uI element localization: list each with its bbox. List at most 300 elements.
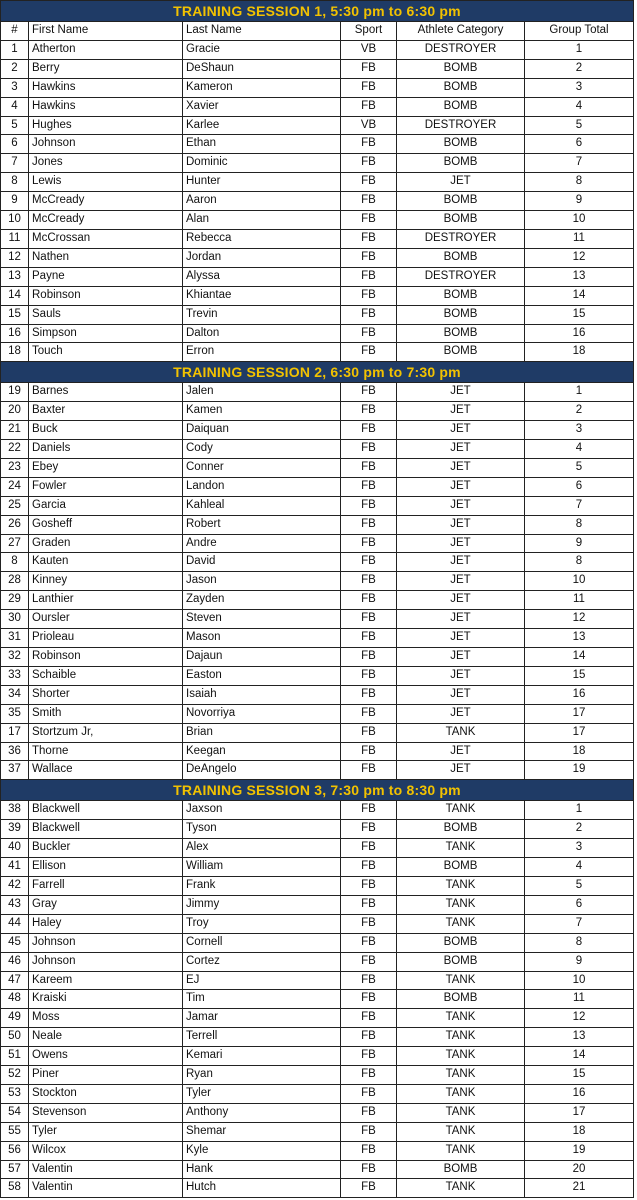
last-name-cell: Dajaun [183,648,341,667]
group-total-cell: 12 [525,610,634,629]
athlete-category-cell: JET [397,610,525,629]
table-row [1,1179,634,1198]
row-number-cell: 7 [1,154,29,173]
athlete-category-cell: BOMB [397,97,525,116]
row-number-cell: 46 [1,952,29,971]
sport-cell: FB [341,1103,397,1122]
row-number-cell: 31 [1,629,29,648]
sport-cell: FB [341,876,397,895]
table-row [1,97,634,116]
athlete-category-cell: JET [397,572,525,591]
table-row [1,704,634,723]
sport-cell: FB [341,286,397,305]
athlete-category-cell: BOMB [397,78,525,97]
group-total-cell: 17 [525,704,634,723]
group-total-cell: 5 [525,876,634,895]
athlete-category-cell: JET [397,629,525,648]
athlete-category-cell: TANK [397,801,525,820]
last-name-cell: Steven [183,610,341,629]
session-title: TRAINING SESSION 2, 6:30 pm to 7:30 pm [1,362,634,383]
table-row [1,402,634,421]
row-number-cell: 17 [1,723,29,742]
last-name-cell: Hank [183,1160,341,1179]
sport-cell: FB [341,534,397,553]
last-name-cell: Brian [183,723,341,742]
athlete-category-cell: DESTROYER [397,267,525,286]
table-row [1,895,634,914]
last-name-cell: Keegan [183,742,341,761]
row-number-cell: 54 [1,1103,29,1122]
sport-cell: FB [341,496,397,515]
first-name-cell: Gray [29,895,183,914]
group-total-cell: 15 [525,305,634,324]
table-row [1,135,634,154]
first-name-cell: Buckler [29,839,183,858]
athlete-category-cell: TANK [397,914,525,933]
first-name-cell: Wilcox [29,1141,183,1160]
row-number-cell: 25 [1,496,29,515]
table-row [1,173,634,192]
table-row [1,343,634,362]
group-total-cell: 8 [525,933,634,952]
athlete-category-cell: TANK [397,1103,525,1122]
last-name-cell: Novorriya [183,704,341,723]
first-name-cell: Stockton [29,1084,183,1103]
row-number-cell: 57 [1,1160,29,1179]
athlete-category-cell: JET [397,666,525,685]
row-number-cell: 50 [1,1028,29,1047]
first-name-cell: McCready [29,211,183,230]
first-name-cell: Thorne [29,742,183,761]
group-total-cell: 10 [525,211,634,230]
table-row [1,1122,634,1141]
first-name-cell: Barnes [29,383,183,402]
table-row [1,59,634,78]
row-number-cell: 16 [1,324,29,343]
table-row [1,1141,634,1160]
column-header-group-total: Group Total [525,22,634,41]
row-number-cell: 9 [1,192,29,211]
first-name-cell: Robinson [29,286,183,305]
first-name-cell: Touch [29,343,183,362]
group-total-cell: 8 [525,515,634,534]
sport-cell: FB [341,629,397,648]
sport-cell: FB [341,440,397,459]
athlete-category-cell: BOMB [397,305,525,324]
athlete-category-cell: JET [397,648,525,667]
sport-cell: FB [341,990,397,1009]
session-title: TRAINING SESSION 3, 7:30 pm to 8:30 pm [1,780,634,801]
sport-cell: FB [341,229,397,248]
sport-cell: FB [341,858,397,877]
sport-cell: FB [341,572,397,591]
first-name-cell: Jones [29,154,183,173]
first-name-cell: Ebey [29,458,183,477]
group-total-cell: 16 [525,685,634,704]
athlete-category-cell: BOMB [397,286,525,305]
first-name-cell: Johnson [29,933,183,952]
group-total-cell: 15 [525,1066,634,1085]
sport-cell: VB [341,116,397,135]
row-number-cell: 1 [1,40,29,59]
athlete-category-cell: TANK [397,1047,525,1066]
sport-cell: FB [341,458,397,477]
table-row [1,990,634,1009]
athlete-category-cell: BOMB [397,59,525,78]
athlete-category-cell: TANK [397,839,525,858]
table-row [1,723,634,742]
athlete-category-cell: BOMB [397,248,525,267]
table-row [1,534,634,553]
first-name-cell: Smith [29,704,183,723]
group-total-cell: 9 [525,192,634,211]
last-name-cell: Ethan [183,135,341,154]
group-total-cell: 8 [525,173,634,192]
group-total-cell: 13 [525,267,634,286]
sport-cell: FB [341,1141,397,1160]
athlete-category-cell: BOMB [397,135,525,154]
athlete-category-cell: BOMB [397,952,525,971]
last-name-cell: Frank [183,876,341,895]
group-total-cell: 21 [525,1179,634,1198]
row-number-cell: 40 [1,839,29,858]
first-name-cell: Berry [29,59,183,78]
athlete-category-cell: JET [397,383,525,402]
table-row [1,801,634,820]
last-name-cell: Cody [183,440,341,459]
group-total-cell: 13 [525,629,634,648]
row-number-cell: 42 [1,876,29,895]
athlete-category-cell: JET [397,515,525,534]
group-total-cell: 2 [525,402,634,421]
table-row [1,1009,634,1028]
first-name-cell: Valentin [29,1179,183,1198]
first-name-cell: Graden [29,534,183,553]
last-name-cell: Trevin [183,305,341,324]
last-name-cell: Khiantae [183,286,341,305]
athlete-category-cell: JET [397,440,525,459]
sport-cell: FB [341,914,397,933]
group-total-cell: 2 [525,59,634,78]
athlete-category-cell: BOMB [397,858,525,877]
last-name-cell: Ryan [183,1066,341,1085]
row-number-cell: 11 [1,229,29,248]
table-row [1,305,634,324]
sport-cell: FB [341,1047,397,1066]
last-name-cell: Tyson [183,820,341,839]
table-row [1,116,634,135]
table-row [1,1103,634,1122]
first-name-cell: Atherton [29,40,183,59]
sport-cell: FB [341,248,397,267]
last-name-cell: Karlee [183,116,341,135]
table-row [1,648,634,667]
table-row [1,211,634,230]
athlete-category-cell: BOMB [397,820,525,839]
table-row [1,496,634,515]
last-name-cell: Rebecca [183,229,341,248]
row-number-cell: 2 [1,59,29,78]
athlete-category-cell: TANK [397,1122,525,1141]
athlete-category-cell: JET [397,173,525,192]
first-name-cell: Fowler [29,477,183,496]
row-number-cell: 20 [1,402,29,421]
first-name-cell: Gosheff [29,515,183,534]
last-name-cell: Kemari [183,1047,341,1066]
row-number-cell: 32 [1,648,29,667]
first-name-cell: Kareem [29,971,183,990]
athlete-category-cell: JET [397,458,525,477]
table-row [1,78,634,97]
sport-cell: FB [341,78,397,97]
row-number-cell: 18 [1,343,29,362]
group-total-cell: 19 [525,1141,634,1160]
sport-cell: FB [341,135,397,154]
sport-cell: FB [341,761,397,780]
first-name-cell: Buck [29,421,183,440]
table-row [1,477,634,496]
group-total-cell: 8 [525,553,634,572]
last-name-cell: Landon [183,477,341,496]
row-number-cell: 45 [1,933,29,952]
group-total-cell: 9 [525,952,634,971]
session-title: TRAINING SESSION 1, 5:30 pm to 6:30 pm [1,1,634,22]
column-header-first-name: First Name [29,22,183,41]
row-number-cell: 44 [1,914,29,933]
athlete-category-cell: JET [397,704,525,723]
first-name-cell: Johnson [29,135,183,154]
last-name-cell: William [183,858,341,877]
group-total-cell: 15 [525,666,634,685]
group-total-cell: 7 [525,154,634,173]
sport-cell: FB [341,154,397,173]
table-row [1,248,634,267]
sport-cell: FB [341,971,397,990]
table-row [1,324,634,343]
last-name-cell: Tim [183,990,341,1009]
table-row [1,1160,634,1179]
session-header [1,1,634,22]
sport-cell: FB [341,591,397,610]
table-row [1,192,634,211]
athlete-category-cell: BOMB [397,192,525,211]
first-name-cell: Neale [29,1028,183,1047]
group-total-cell: 14 [525,286,634,305]
session-header [1,780,634,801]
last-name-cell: Anthony [183,1103,341,1122]
column-header-sport: Sport [341,22,397,41]
sport-cell: FB [341,723,397,742]
sport-cell: FB [341,192,397,211]
athlete-category-cell: DESTROYER [397,40,525,59]
row-number-cell: 56 [1,1141,29,1160]
table-row [1,914,634,933]
first-name-cell: Shorter [29,685,183,704]
row-number-cell: 8 [1,173,29,192]
row-number-cell: 19 [1,383,29,402]
row-number-cell: 39 [1,820,29,839]
table-row [1,1047,634,1066]
first-name-cell: Nathen [29,248,183,267]
last-name-cell: Cornell [183,933,341,952]
group-total-cell: 3 [525,839,634,858]
last-name-cell: Jalen [183,383,341,402]
row-number-cell: 6 [1,135,29,154]
row-number-cell: 27 [1,534,29,553]
row-number-cell: 12 [1,248,29,267]
sport-cell: FB [341,211,397,230]
athlete-category-cell: TANK [397,971,525,990]
first-name-cell: Valentin [29,1160,183,1179]
first-name-cell: Robinson [29,648,183,667]
row-number-cell: 8 [1,553,29,572]
athlete-category-cell: TANK [397,1084,525,1103]
first-name-cell: Johnson [29,952,183,971]
row-number-cell: 10 [1,211,29,230]
table-row [1,971,634,990]
row-number-cell: 30 [1,610,29,629]
sport-cell: FB [341,173,397,192]
first-name-cell: Daniels [29,440,183,459]
last-name-cell: Daiquan [183,421,341,440]
sport-cell: FB [341,421,397,440]
athlete-category-cell: TANK [397,876,525,895]
first-name-cell: Sauls [29,305,183,324]
table-row [1,820,634,839]
last-name-cell: Aaron [183,192,341,211]
first-name-cell: Hughes [29,116,183,135]
row-number-cell: 15 [1,305,29,324]
table-row [1,440,634,459]
row-number-cell: 21 [1,421,29,440]
column-header-row [1,22,634,41]
first-name-cell: Kinney [29,572,183,591]
last-name-cell: Conner [183,458,341,477]
table-row [1,761,634,780]
last-name-cell: Terrell [183,1028,341,1047]
sport-cell: FB [341,685,397,704]
sport-cell: FB [341,1009,397,1028]
last-name-cell: Xavier [183,97,341,116]
row-number-cell: 29 [1,591,29,610]
last-name-cell: Tyler [183,1084,341,1103]
athlete-category-cell: JET [397,421,525,440]
sport-cell: FB [341,1160,397,1179]
group-total-cell: 7 [525,914,634,933]
table-row [1,383,634,402]
group-total-cell: 12 [525,248,634,267]
row-number-cell: 58 [1,1179,29,1198]
group-total-cell: 17 [525,1103,634,1122]
sport-cell: FB [341,704,397,723]
sport-cell: FB [341,801,397,820]
row-number-cell: 41 [1,858,29,877]
group-total-cell: 13 [525,1028,634,1047]
roster-body [1,1,634,1198]
group-total-cell: 18 [525,1122,634,1141]
sport-cell: FB [341,895,397,914]
table-row [1,952,634,971]
athlete-category-cell: BOMB [397,324,525,343]
athlete-category-cell: TANK [397,1009,525,1028]
group-total-cell: 4 [525,858,634,877]
first-name-cell: Baxter [29,402,183,421]
sport-cell: FB [341,553,397,572]
table-row [1,1028,634,1047]
first-name-cell: Lewis [29,173,183,192]
group-total-cell: 4 [525,97,634,116]
last-name-cell: Cortez [183,952,341,971]
last-name-cell: Dominic [183,154,341,173]
first-name-cell: Wallace [29,761,183,780]
sport-cell: FB [341,742,397,761]
sport-cell: FB [341,305,397,324]
table-row [1,553,634,572]
first-name-cell: Lanthier [29,591,183,610]
group-total-cell: 10 [525,971,634,990]
group-total-cell: 16 [525,324,634,343]
table-row [1,876,634,895]
sport-cell: FB [341,820,397,839]
last-name-cell: Alex [183,839,341,858]
athlete-category-cell: TANK [397,723,525,742]
row-number-cell: 4 [1,97,29,116]
last-name-cell: Alyssa [183,267,341,286]
row-number-cell: 48 [1,990,29,1009]
table-row [1,666,634,685]
table-row [1,229,634,248]
last-name-cell: Robert [183,515,341,534]
sport-cell: FB [341,839,397,858]
last-name-cell: Alan [183,211,341,230]
last-name-cell: Kameron [183,78,341,97]
row-number-cell: 22 [1,440,29,459]
sport-cell: FB [341,343,397,362]
group-total-cell: 20 [525,1160,634,1179]
table-row [1,629,634,648]
sport-cell: VB [341,40,397,59]
last-name-cell: Kamen [183,402,341,421]
table-row [1,572,634,591]
row-number-cell: 5 [1,116,29,135]
sport-cell: FB [341,666,397,685]
group-total-cell: 18 [525,742,634,761]
sport-cell: FB [341,1084,397,1103]
sport-cell: FB [341,477,397,496]
sport-cell: FB [341,324,397,343]
last-name-cell: DeShaun [183,59,341,78]
athlete-category-cell: TANK [397,895,525,914]
group-total-cell: 6 [525,135,634,154]
group-total-cell: 2 [525,820,634,839]
row-number-cell: 24 [1,477,29,496]
athlete-category-cell: TANK [397,1179,525,1198]
group-total-cell: 5 [525,116,634,135]
last-name-cell: Hutch [183,1179,341,1198]
athlete-category-cell: BOMB [397,343,525,362]
last-name-cell: EJ [183,971,341,990]
sport-cell: FB [341,59,397,78]
group-total-cell: 18 [525,343,634,362]
last-name-cell: Jaxson [183,801,341,820]
row-number-cell: 13 [1,267,29,286]
first-name-cell: Haley [29,914,183,933]
first-name-cell: Stevenson [29,1103,183,1122]
row-number-cell: 38 [1,801,29,820]
athlete-category-cell: TANK [397,1066,525,1085]
group-total-cell: 11 [525,990,634,1009]
sport-cell: FB [341,97,397,116]
